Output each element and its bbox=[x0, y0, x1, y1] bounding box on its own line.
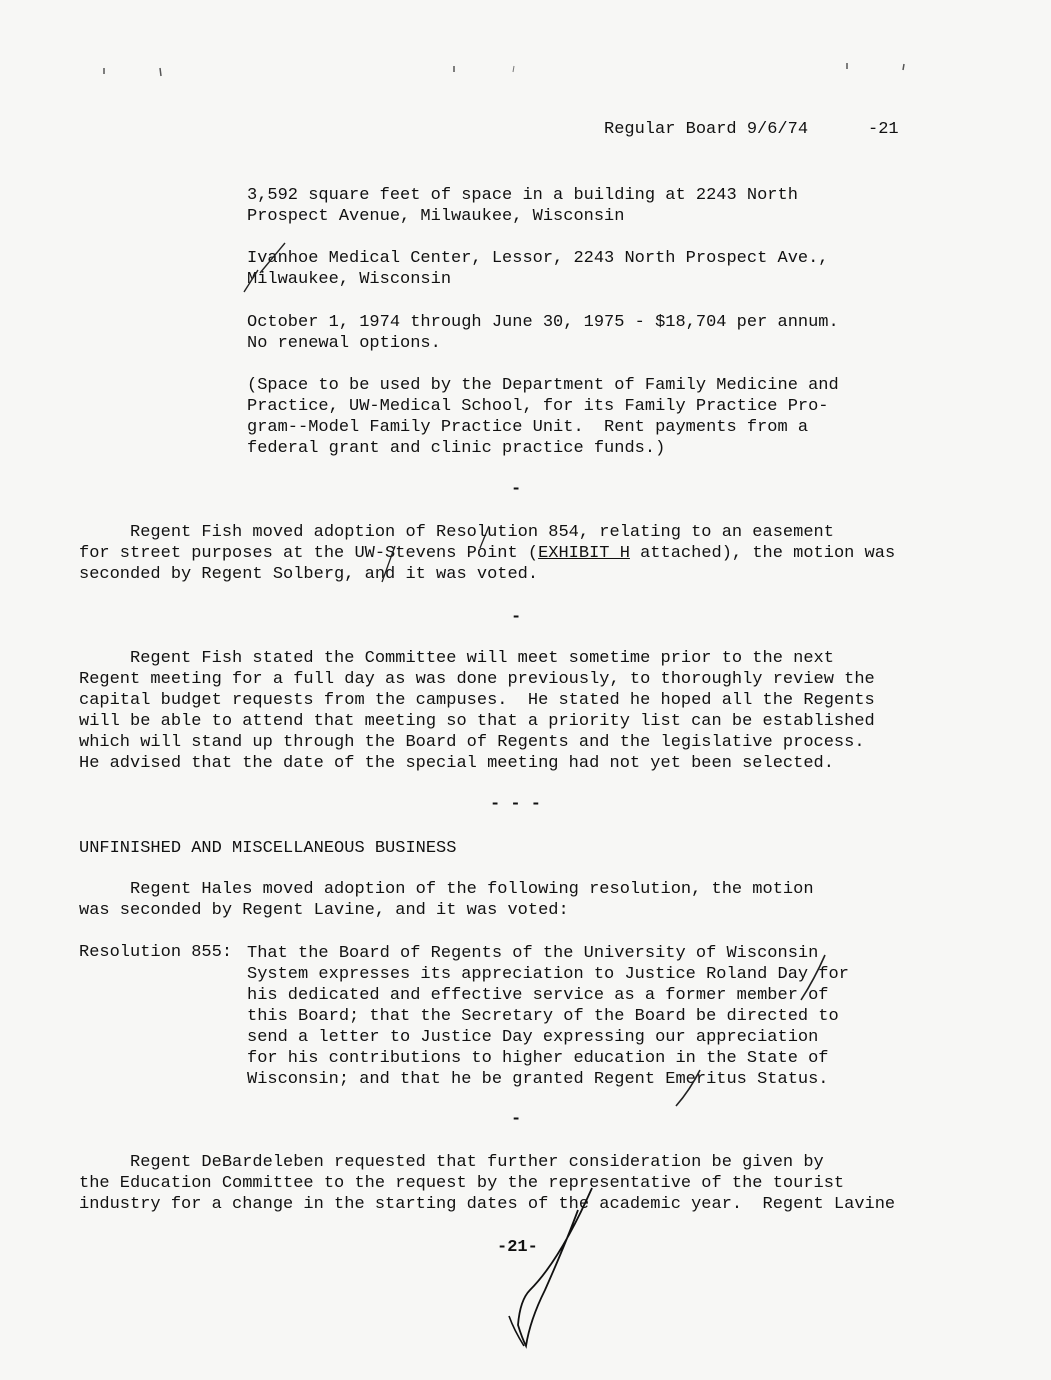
paragraph-line: the Education Committee to the request by the representative of the tourist bbox=[79, 1174, 845, 1193]
paragraph-line: was seconded by Regent Lavine, and it was voted: bbox=[79, 901, 569, 920]
separator-triple-dash: - - - bbox=[490, 795, 542, 814]
lease-use-line: Practice, UW-Medical School, for its Family Practice Pro- bbox=[247, 397, 829, 416]
paragraph-line: Regent Fish stated the Committee will meet sometime prior to the next bbox=[79, 649, 834, 668]
resolution-line: Wisconsin; and that he be granted Regent Emeritus Status. bbox=[247, 1070, 829, 1089]
resolution-line: his dedicated and effective service as a former member of bbox=[247, 986, 829, 1005]
paragraph-line: capital budget requests from the campuses. He stated he hoped all the Regents bbox=[79, 691, 875, 710]
paragraph-line: Regent DeBardeleben requested that further consideration be given by bbox=[79, 1153, 824, 1172]
separator-dash: - bbox=[511, 480, 522, 499]
resolution-line: send a letter to Justice Day expressing our appreciation bbox=[247, 1028, 819, 1047]
header-title: Regular Board 9/6/74 bbox=[604, 120, 809, 139]
section-heading: UNFINISHED AND MISCELLANEOUS BUSINESS bbox=[79, 839, 457, 858]
footer-page-number: -21- bbox=[497, 1238, 538, 1257]
paragraph-line: industry for a change in the starting dates of the academic year. Regent Lavine bbox=[79, 1195, 896, 1214]
paragraph-line: He advised that the date of the special meeting had not yet been selected. bbox=[79, 754, 834, 773]
resolution-line: this Board; that the Secretary of the Board be directed to bbox=[247, 1007, 839, 1026]
paragraph-text: for street purposes at the UW-Stevens Point ( bbox=[79, 544, 539, 563]
paragraph-line: seconded by Regent Solberg, and it was voted. bbox=[79, 565, 539, 584]
separator-dash: - bbox=[511, 1110, 522, 1129]
lease-lessor-line: Ivanhoe Medical Center, Lessor, 2243 North Prospect Ave., bbox=[247, 249, 829, 268]
lease-space-line: 3,592 square feet of space in a building at 2243 North bbox=[247, 186, 798, 205]
lease-term-line: No renewal options. bbox=[247, 334, 441, 353]
lease-term-line: October 1, 1974 through June 30, 1975 - $18,704 per annum. bbox=[247, 313, 839, 332]
paragraph-line: will be able to attend that meeting so that a priority list can be established bbox=[79, 712, 875, 731]
resolution-line: for his contributions to higher education in the State of bbox=[247, 1049, 829, 1068]
resolution-line: That the Board of Regents of the University of Wisconsin bbox=[247, 944, 819, 963]
paragraph-line: which will stand up through the Board of Regents and the legislative process. bbox=[79, 733, 865, 752]
resolution-line: System expresses its appreciation to Justice Roland Day for bbox=[247, 965, 849, 984]
paragraph-line: Regent Hales moved adoption of the following resolution, the motion bbox=[79, 880, 814, 899]
lease-use-line: (Space to be used by the Department of Family Medicine and bbox=[247, 376, 839, 395]
lease-use-line: federal grant and clinic practice funds.) bbox=[247, 439, 666, 458]
lease-lessor-line: Milwaukee, Wisconsin bbox=[247, 270, 452, 289]
paragraph-line: Regent meeting for a full day as was done previously, to thoroughly review the bbox=[79, 670, 875, 689]
paragraph-line: Regent Fish moved adoption of Resolution 854, relating to an easement bbox=[79, 523, 834, 542]
resolution-855-label: Resolution 855: bbox=[79, 943, 233, 962]
paragraph-text: attached), the motion was bbox=[629, 544, 896, 563]
separator-dash: - bbox=[511, 608, 522, 627]
lease-space-line: Prospect Avenue, Milwaukee, Wisconsin bbox=[247, 207, 625, 226]
lease-use-line: gram--Model Family Practice Unit. Rent payments from a bbox=[247, 418, 809, 437]
exhibit-h-link: EXHIBIT H bbox=[538, 544, 630, 563]
header-page-ref: -21 bbox=[868, 120, 899, 139]
